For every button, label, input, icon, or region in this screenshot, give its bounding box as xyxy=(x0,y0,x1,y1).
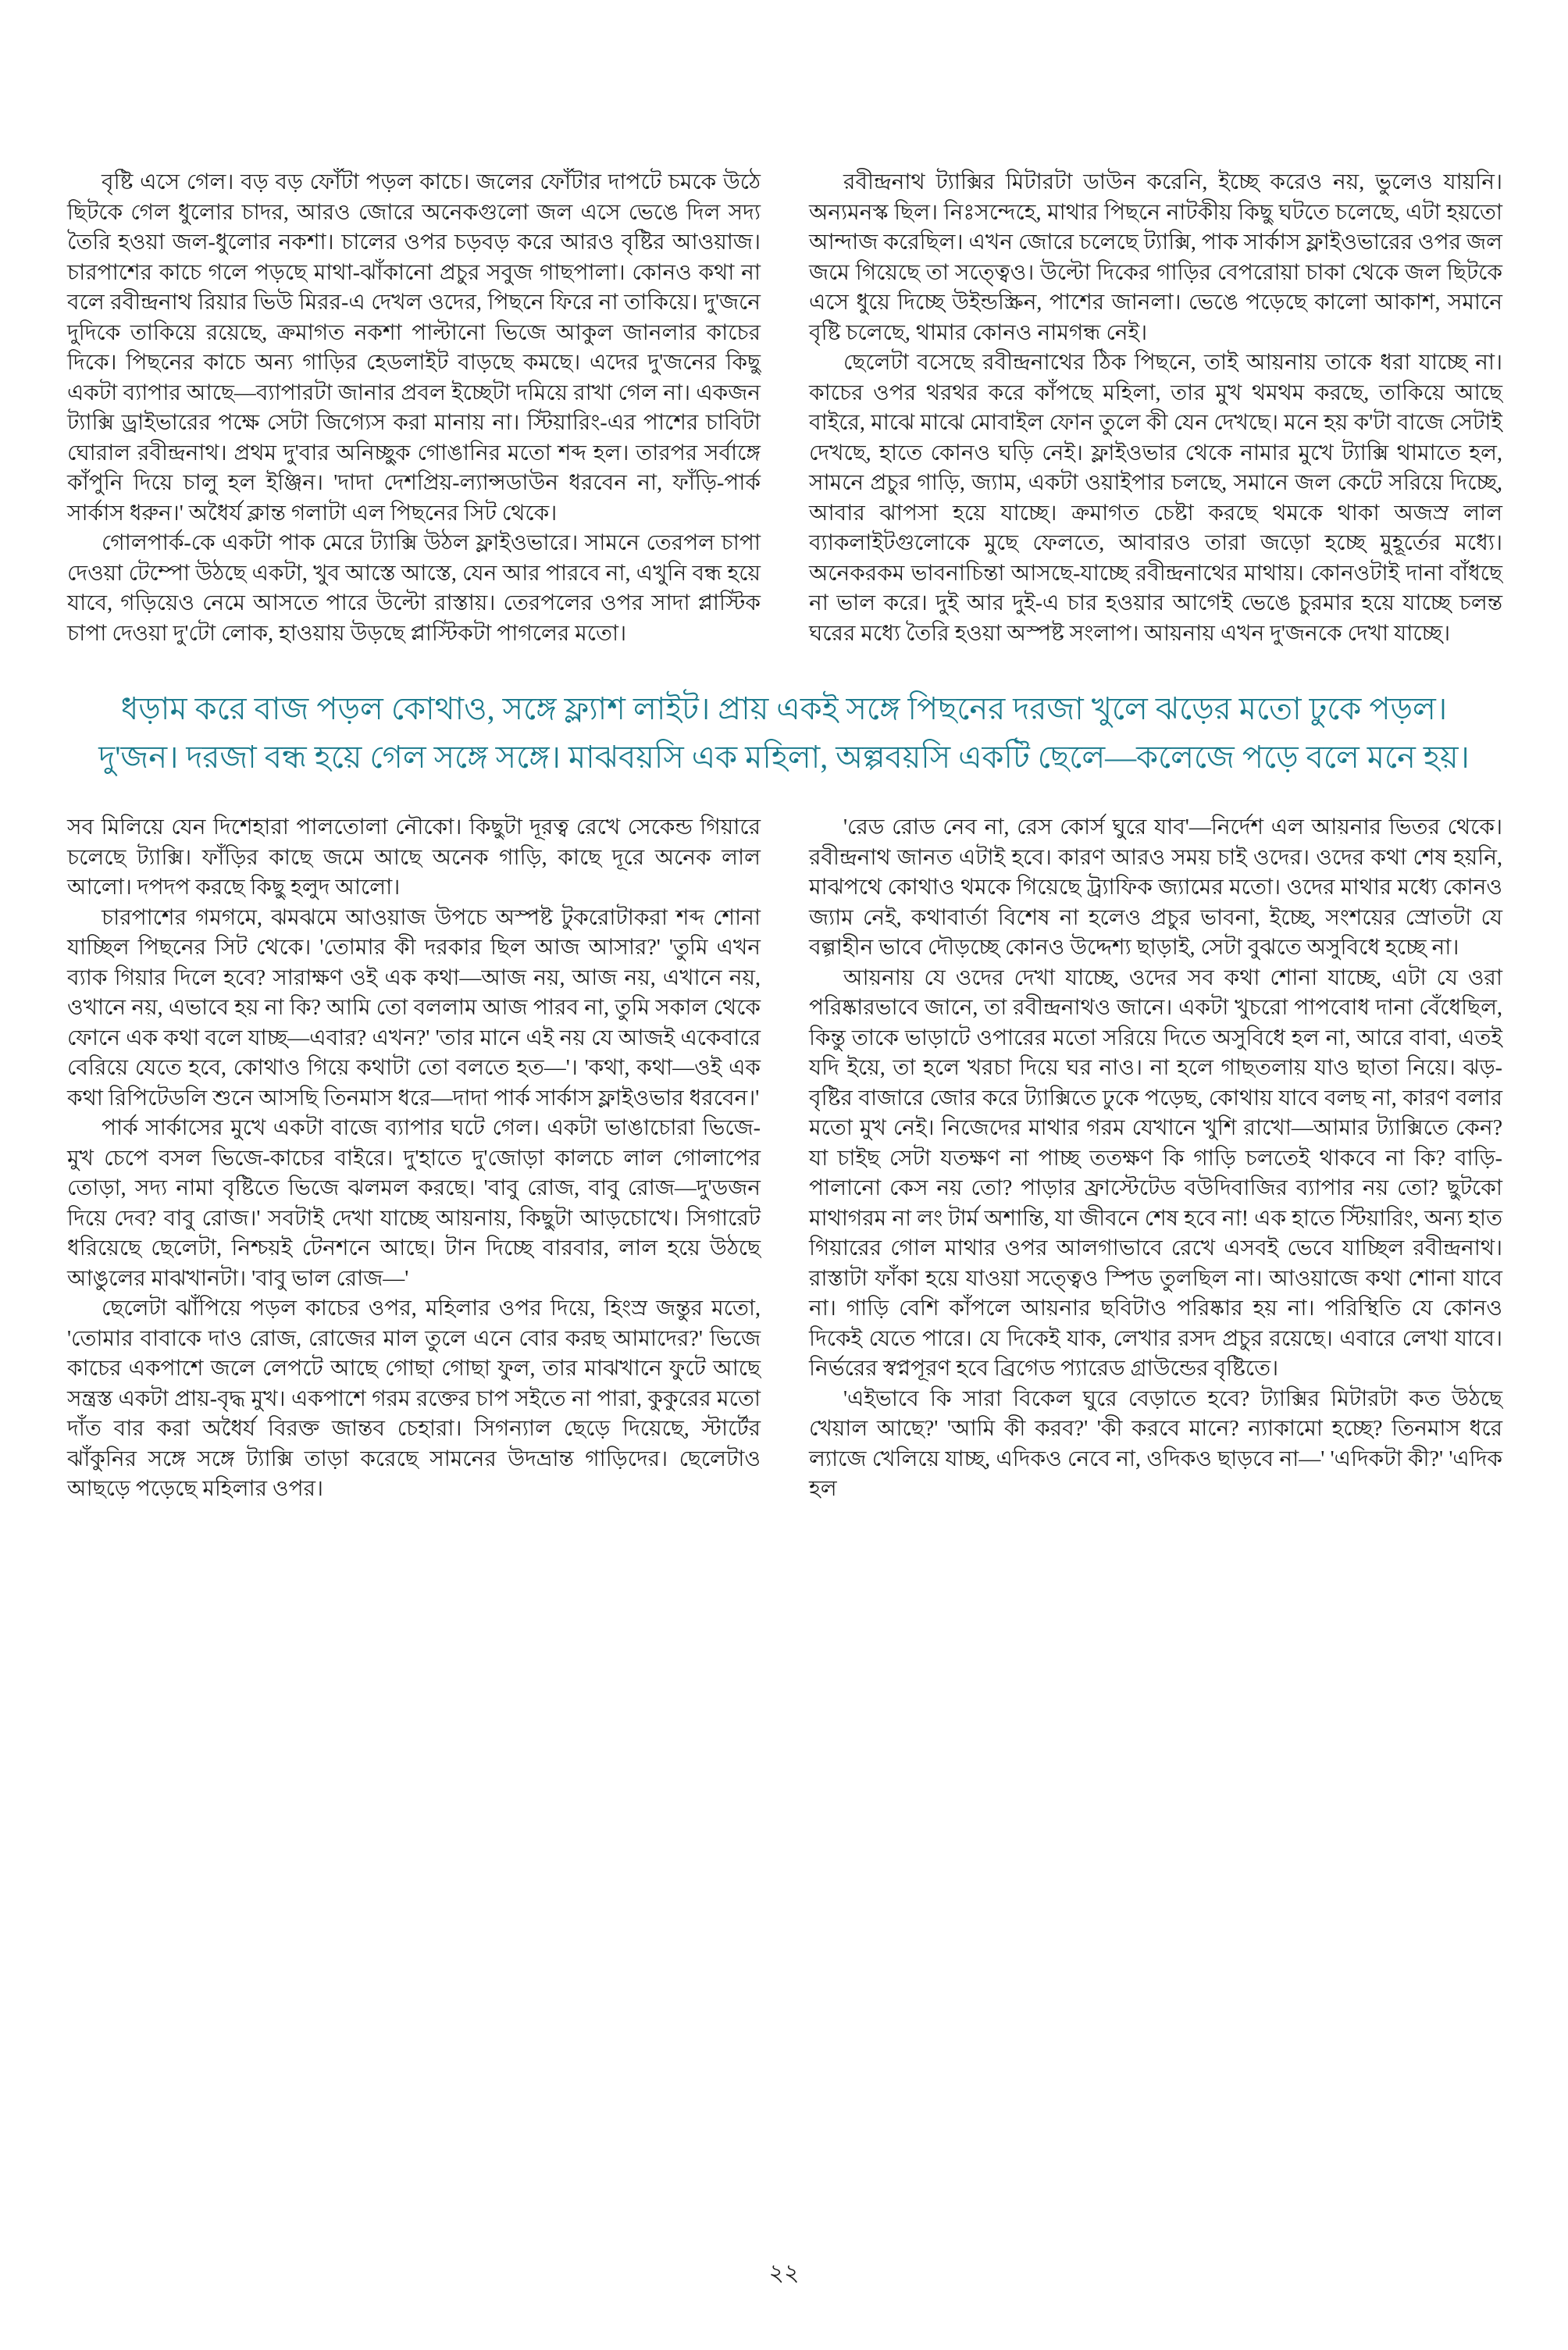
paragraph: রবীন্দ্রনাথ ট্যাক্সির মিটারটা ডাউন করেনি, ইচ্ছে করেও নয়, ভুলেও যায়নি। অন্যমনস্ক ছিল। নিঃসন্দেহে, মাথার পিছনে নাটকীয় কিছু ঘটতে চলেছে, এটা হয়তো আন্দাজ করেছিল। এখন জোরে চলেছে ট্যাক্সি, পাক সার্কাস ফ্লাইওভারের ওপর জল জমে গিয়েছে তা সত্ত্বেও। উল্টো দিকের গাড়ির বেপরোয়া চাকা থেকে জল ছিটকে এসে ধুয়ে দিচ্ছে উইন্ডস্ক্রিন, পাশের জানলা। ভেঙে পড়েছে কালো আকাশ, সমানে বৃষ্টি চলেছে, থামার কোনও নামগন্ধ নেই। xyxy=(809,170,1502,345)
bottom-text-section xyxy=(67,813,1501,1505)
page-number: ২২ xyxy=(768,2260,800,2286)
paragraph: গোলপার্ক-কে একটা পাক মেরে ট্যাক্সি উঠল ফ্লাইওভারে। সামনে তেরপল চাপা দেওয়া টেম্পো উঠছে একটা, খুব আস্তে আস্তে, যেন আর পারবে না, এখুনি বন্ধ হয়ে যাবে, গড়িয়েও নেমে আসতে পারে উল্টো রাস্তায়। তেরপলের ওপর সাদা প্লাস্টিক চাপা দেওয়া দু'টো লোক, হাওয়ায় উড়ছে প্লাস্টিকটা পাগলের মতো। xyxy=(67,531,761,646)
bottom-left-column xyxy=(67,813,761,1505)
paragraph: 'এইভাবে কি সারা বিকেল ঘুরে বেড়াতে হবে? ট্যাক্সির মিটারটা কত উঠছে খেয়াল আছে?' 'আমি কী করব?' 'কী করবে মানে? ন্যাকামো হচ্ছে? তিনমাস ধরে ল্যাজে খেলিয়ে যাচ্ছ, এদিকও নেবে না, ওদিকও ছাড়বে না—' 'এদিকটা কী?' 'এদিক হল xyxy=(809,1386,1502,1501)
top-left-column xyxy=(67,168,761,649)
pull-quote: ধড়াম করে বাজ পড়ল কোথাও, সঙ্গে ফ্ল্যাশ লাইট। প্রায় একই সঙ্গে পিছনের দরজা খুলে ঝড়ের মতো ঢুকে পড়ল। দু'জন। দরজা বন্ধ হয়ে গেল সঙ্গে সঙ্গে। মাঝবয়সি এক মহিলা, অল্পবয়সি একটি ছেলে—কলেজে পড়ে বলে মনে হয়। xyxy=(98,691,1470,775)
paragraph: আয়নায় যে ওদের দেখা যাচ্ছে, ওদের সব কথা শোনা যাচ্ছে, এটা যে ওরা পরিষ্কারভাবে জানে, তা রবীন্দ্রনাথও জানে। একটা খুচরো পাপবোধ দানা বেঁধেছিল, কিন্তু তাকে ভাড়াটে ওপারের মতো সরিয়ে দিতে অসুবিধে হল না, আরে বাবা, এতই যদি ইয়ে, তা হলে খরচা দিয়ে ঘর নাও। না হলে গাছতলায় যাও ছাতা নিয়ে। ঝড়-বৃষ্টির বাজারে জোর করে ট্যাক্সিতে ঢুকে পড়েছ, কোথায় যাবে বলছ না, কারণ বলার মতো মুখ নেই। নিজেদের মাথার গরম যেখানে খুশি রাখো—আমার ট্যাক্সিতে কেন? যা চাইছ সেটা যতক্ষণ না পাচ্ছ ততক্ষণ কি গাড়ি চলতেই থাকবে না কি? বাড়ি-পালানো কেস নয় তো? পাড়ার ফ্রাস্টেটেড বউদিবাজির ব্যাপার নয় তো? ছুটকো মাথাগরম না লং টার্ম অশান্তি, যা জীবনে শেষ হবে না! এক হাতে স্টিয়ারিং, অন্য হাত গিয়ারের গোল মাথার ওপর আলগাভাবে রেখে এসবই ভেবে যাচ্ছিল রবীন্দ্রনাথ। রাস্তাটা ফাঁকা হয়ে যাওয়া সত্ত্বেও স্পিড তুলছিল না। আওয়াজে কথা শোনা যাবে না। গাড়ি বেশি কাঁপলে আয়নার ছবিটাও পরিষ্কার হয় না। পরিস্থিতি যে কোনও দিকেই যেতে পারে। যে দিকেই যাক, লেখার রসদ প্রচুর রয়েছে। এবারে লেখা যাবে। নির্ভরের স্বপ্নপূরণ হবে ব্রিগেড প্যারেড গ্রাউন্ডের বৃষ্টিতে। xyxy=(809,965,1502,1381)
top-text-section xyxy=(67,168,1501,649)
top-right-column xyxy=(809,168,1502,649)
paragraph: পার্ক সার্কাসের মুখে একটা বাজে ব্যাপার ঘটে গেল। একটা ভাঙাচোরা ভিজে-মুখ চেপে বসল ভিজে-কাচের বাইরে। দু'হাতে দু'জোড়া কালচে লাল গোলাপের তোড়া, সদ্য নামা বৃষ্টিতে ভিজে ঝলমল করছে। 'বাবু রোজ, বাবু রোজ—দু'ডজন দিয়ে দেব? বাবু রোজ।' সবটাই দেখা যাচ্ছে আয়নায়, কিছুটা আড়চোখে। সিগারেট ধরিয়েছে ছেলেটা, নিশ্চয়ই টেনশনে আছে। টান দিচ্ছে বারবার, লাল হয়ে উঠছে আঙুলের মাঝখানটা। 'বাবু ভাল রোজ—' xyxy=(67,1116,761,1291)
paragraph: বৃষ্টি এসে গেল। বড় বড় ফোঁটা পড়ল কাচে। জলের ফোঁটার দাপটে চমকে উঠে ছিটকে গেল ধুলোর চাদর, আরও জোরে অনেকগুলো জল এসে ভেঙে দিল সদ্য তৈরি হওয়া জল-ধুলোর নকশা। চালের ওপর চড়বড় করে আরও বৃষ্টির আওয়াজ। চারপাশের কাচে গলে পড়ছে মাথা-ঝাঁকানো প্রচুর সবুজ গাছপালা। কোনও কথা না বলে রবীন্দ্রনাথ রিয়ার ভিউ মিরর-এ দেখল ওদের, পিছনে ফিরে না তাকিয়ে। দু'জনে দুদিকে তাকিয়ে রয়েছে, ক্রমাগত নকশা পাল্টানো ভিজে আকুল জানলার কাচের দিকে। পিছনের কাচে অন্য গাড়ির হেডলাইট বাড়ছে কমছে। এদের দু'জনের কিছু একটা ব্যাপার আছে—ব্যাপারটা জানার প্রবল ইচ্ছেটা দমিয়ে রাখা গেল না। একজন ট্যাক্সি ড্রাইভারের পক্ষে সেটা জিগ্যেস করা মানায় না। স্টিয়ারিং-এর পাশের চাবিটা ঘোরাল রবীন্দ্রনাথ। প্রথম দু'বার অনিচ্ছুক গোঙানির মতো শব্দ হল। তারপর সর্বাঙ্গে কাঁপুনি দিয়ে চালু হল ইঞ্জিন। 'দাদা দেশপ্রিয়-ল্যান্সডাউন ধরবেন না, ফাঁড়ি-পার্ক সার্কাস ধরুন।' অধৈর্য ক্লান্ত গলাটা এল পিছনের সিট থেকে। xyxy=(67,170,761,526)
paragraph: সব মিলিয়ে যেন দিশেহারা পালতোলা নৌকো। কিছুটা দূরত্ব রেখে সেকেন্ড গিয়ারে চলেছে ট্যাক্সি। ফাঁড়ির কাছে জমে আছে অনেক গাড়ি, কাছে দূরে অনেক লাল আলো। দপদপ করছে কিছু হলুদ আলো। xyxy=(67,815,761,900)
paragraph: 'রেড রোড নেব না, রেস কোর্স ঘুরে যাব'—নির্দেশ এল আয়নার ভিতর থেকে। রবীন্দ্রনাথ জানত এটাই হবে। কারণ আরও সময় চাই ওদের। ওদের কথা শেষ হয়নি, মাঝপথে কোথাও থমকে গিয়েছে ট্র্যাফিক জ্যামের মতো। ওদের মাথার মধ্যে কোনও জ্যাম নেই, কথাবার্তা বিশেষ না হলেও প্রচুর ভাবনা, ইচ্ছে, সংশয়ের স্রোতটা যে বল্গাহীন ভাবে দৌড়চ্ছে কোনও উদ্দেশ্য ছাড়াই, সেটা বুঝতে অসুবিধে হচ্ছে না। xyxy=(809,815,1502,960)
paragraph: ছেলেটা বসেছে রবীন্দ্রনাথের ঠিক পিছনে, তাই আয়নায় তাকে ধরা যাচ্ছে না। কাচের ওপর থরথর করে কাঁপছে মহিলা, তার মুখ থমথম করছে, তাকিয়ে আছে বাইরে, মাঝে মাঝে মোবাইল ফোন তুলে কী যেন দেখছে। মনে হয় ক'টা বাজে সেটাই দেখছে, হাতে কোনও ঘড়ি নেই। ফ্লাইওভার থেকে নামার মুখে ট্যাক্সি থামাতে হল, সামনে প্রচুর গাড়ি, জ্যাম, একটা ওয়াইপার চলছে, সমানে জল কেটে সরিয়ে দিচ্ছে, আবার ঝাপসা হয়ে যাচ্ছে। ক্রমাগত চেষ্টা করছে থমকে থাকা অজস্র লাল ব্যাকলাইটগুলোকে মুছে ফেলতে, আবারও তারা জড়ো হচ্ছে মুহূর্তের মধ্যে। অনেকরকম ভাবনাচিন্তা আসছে-যাচ্ছে রবীন্দ্রনাথের মাথায়। কোনওটাই দানা বাঁধছে না ভাল করে। দুই আর দুই-এ চার হওয়ার আগেই ভেঙে চুরমার হয়ে যাচ্ছে চলন্ত ঘরের মধ্যে তৈরি হওয়া অস্পষ্ট সংলাপ। আয়নায় এখন দু'জনকে দেখা যাচ্ছে। xyxy=(809,351,1502,646)
paragraph: চারপাশের গমগমে, ঝমঝমে আওয়াজ উপচে অস্পষ্ট টুকরোটাকরা শব্দ শোনা যাচ্ছিল পিছনের সিট থেকে। 'তোমার কী দরকার ছিল আজ আসার?' 'তুমি এখন ব্যাক গিয়ার দিলে হবে? সারাক্ষণ ওই এক কথা—আজ নয়, আজ নয়, এখানে নয়, ওখানে নয়, এভাবে হয় না কি? আমি তো বললাম আজ পারব না, তুমি সকাল থেকে ফোনে এক কথা বলে যাচ্ছ—এবার? এখন?' 'তার মানে এই নয় যে আজই একেবারে বেরিয়ে যেতে হবে, কোথাও গিয়ে কথাটা তো বলতে হত—'। 'কথা, কথা—ওই এক কথা রিপিটেডলি শুনে আসছি তিনমাস ধরে—দাদা পার্ক সার্কাস ফ্লাইওভার ধরবেন।' xyxy=(67,905,761,1111)
paragraph: ছেলেটা ঝাঁপিয়ে পড়ল কাচের ওপর, মহিলার ওপর দিয়ে, হিংস্র জন্তুর মতো, 'তোমার বাবাকে দাও রোজ, রোজের মাল তুলে এনে বোর করছ আমাদের?' ভিজে কাচের একপাশে জলে লেপটে আছে গোছা গোছা ফুল, তার মাঝখানে ফুটে আছে সন্ত্রস্ত একটা প্রায়-বৃদ্ধ মুখ। একপাশে গরম রক্তের চাপ সইতে না পারা, কুকুরের মতো দাঁত বার করা অধৈর্য বিরক্ত জান্তব চেহারা। সিগন্যাল ছেড়ে দিয়েছে, স্টার্টের ঝাঁকুনির সঙ্গে সঙ্গে ট্যাক্সি তাড়া করেছে সামনের উদভ্রান্ত গাড়িদের। ছেলেটাও আছড়ে পড়েছে মহিলার ওপর। xyxy=(67,1296,761,1501)
bottom-right-column xyxy=(809,813,1502,1505)
